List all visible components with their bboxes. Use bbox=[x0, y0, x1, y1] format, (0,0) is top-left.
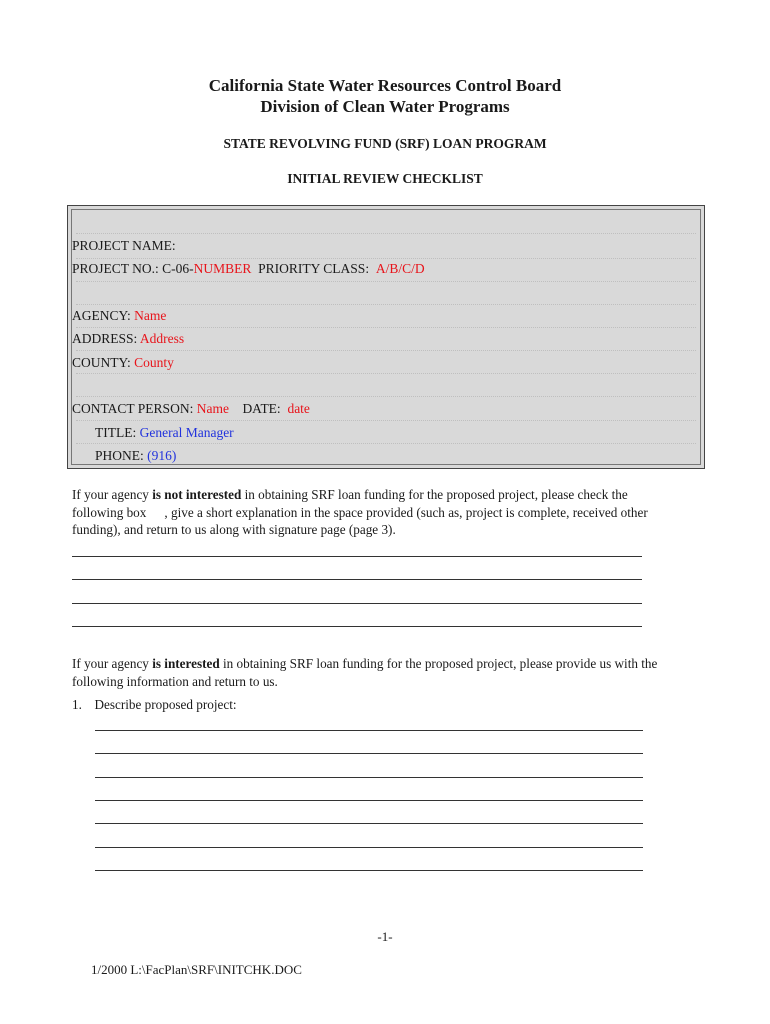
answer-line[interactable] bbox=[95, 823, 643, 824]
project-number-prefix: C-06- bbox=[162, 261, 194, 276]
address-value: Address bbox=[139, 331, 185, 346]
county-value: County bbox=[134, 355, 174, 370]
agency-value: Name bbox=[134, 308, 167, 323]
question-1-number: 1. bbox=[72, 697, 82, 712]
phone-label: PHONE: bbox=[95, 448, 144, 463]
explanation-line[interactable] bbox=[72, 603, 642, 604]
interested-emphasis: is interested bbox=[152, 656, 220, 671]
not-interested-emphasis: is not interested bbox=[152, 487, 242, 502]
page-number: -1- bbox=[377, 929, 393, 944]
title-row bbox=[95, 425, 234, 441]
program-title: STATE REVOLVING FUND (SRF) LOAN PROGRAM bbox=[223, 136, 547, 151]
county-label: COUNTY: bbox=[72, 355, 131, 370]
explanation-line[interactable] bbox=[72, 556, 642, 557]
priority-class-value: A/B/C/D bbox=[375, 261, 425, 276]
date-label: DATE: bbox=[242, 401, 281, 416]
not-interested-paragraph: If your agency is not interested in obtaining SRF loan funding for the proposed project, please check the following box , give a short explanation in the space provided (such as, project is complete, received other funding), and return to us along with signature page (page 3). bbox=[72, 487, 648, 537]
project-number-row bbox=[72, 261, 425, 277]
project-number-label: PROJECT NO.: bbox=[72, 261, 159, 276]
question-1 bbox=[72, 696, 237, 714]
project-number-value: NUMBER bbox=[193, 261, 252, 276]
date-value: date bbox=[287, 401, 310, 416]
title-label: TITLE: bbox=[95, 425, 137, 440]
answer-line[interactable] bbox=[95, 730, 643, 731]
project-name-label: PROJECT NAME: bbox=[72, 238, 176, 253]
answer-line[interactable] bbox=[95, 753, 643, 754]
address-row bbox=[72, 331, 184, 347]
contact-row bbox=[72, 401, 310, 417]
answer-line[interactable] bbox=[95, 847, 643, 848]
contact-person-value: Name bbox=[196, 401, 229, 416]
phone-row bbox=[95, 448, 176, 464]
phone-value: (916) bbox=[147, 448, 177, 463]
interested-paragraph: If your agency is interested in obtaining SRF loan funding for the proposed project, please provide us with the following information and return to us. bbox=[72, 656, 658, 689]
checklist-title: INITIAL REVIEW CHECKLIST bbox=[287, 171, 483, 186]
priority-class-label: PRIORITY CLASS: bbox=[258, 261, 370, 276]
document-path: 1/2000 L:\FacPlan\SRF\INITCHK.DOC bbox=[91, 962, 302, 977]
explanation-line[interactable] bbox=[72, 579, 642, 580]
explanation-line[interactable] bbox=[72, 626, 642, 627]
answer-line[interactable] bbox=[95, 777, 643, 778]
question-1-text: Describe proposed project: bbox=[94, 697, 237, 712]
division-title: Division of Clean Water Programs bbox=[260, 97, 510, 116]
county-row bbox=[72, 355, 174, 371]
address-label: ADDRESS: bbox=[72, 331, 138, 346]
answer-line[interactable] bbox=[95, 870, 643, 871]
org-title: California State Water Resources Control Board bbox=[208, 76, 562, 95]
agency-label: AGENCY: bbox=[72, 308, 131, 323]
answer-line[interactable] bbox=[95, 800, 643, 801]
contact-person-label: CONTACT PERSON: bbox=[72, 401, 194, 416]
agency-row bbox=[72, 308, 166, 324]
title-value: General Manager bbox=[139, 425, 234, 440]
